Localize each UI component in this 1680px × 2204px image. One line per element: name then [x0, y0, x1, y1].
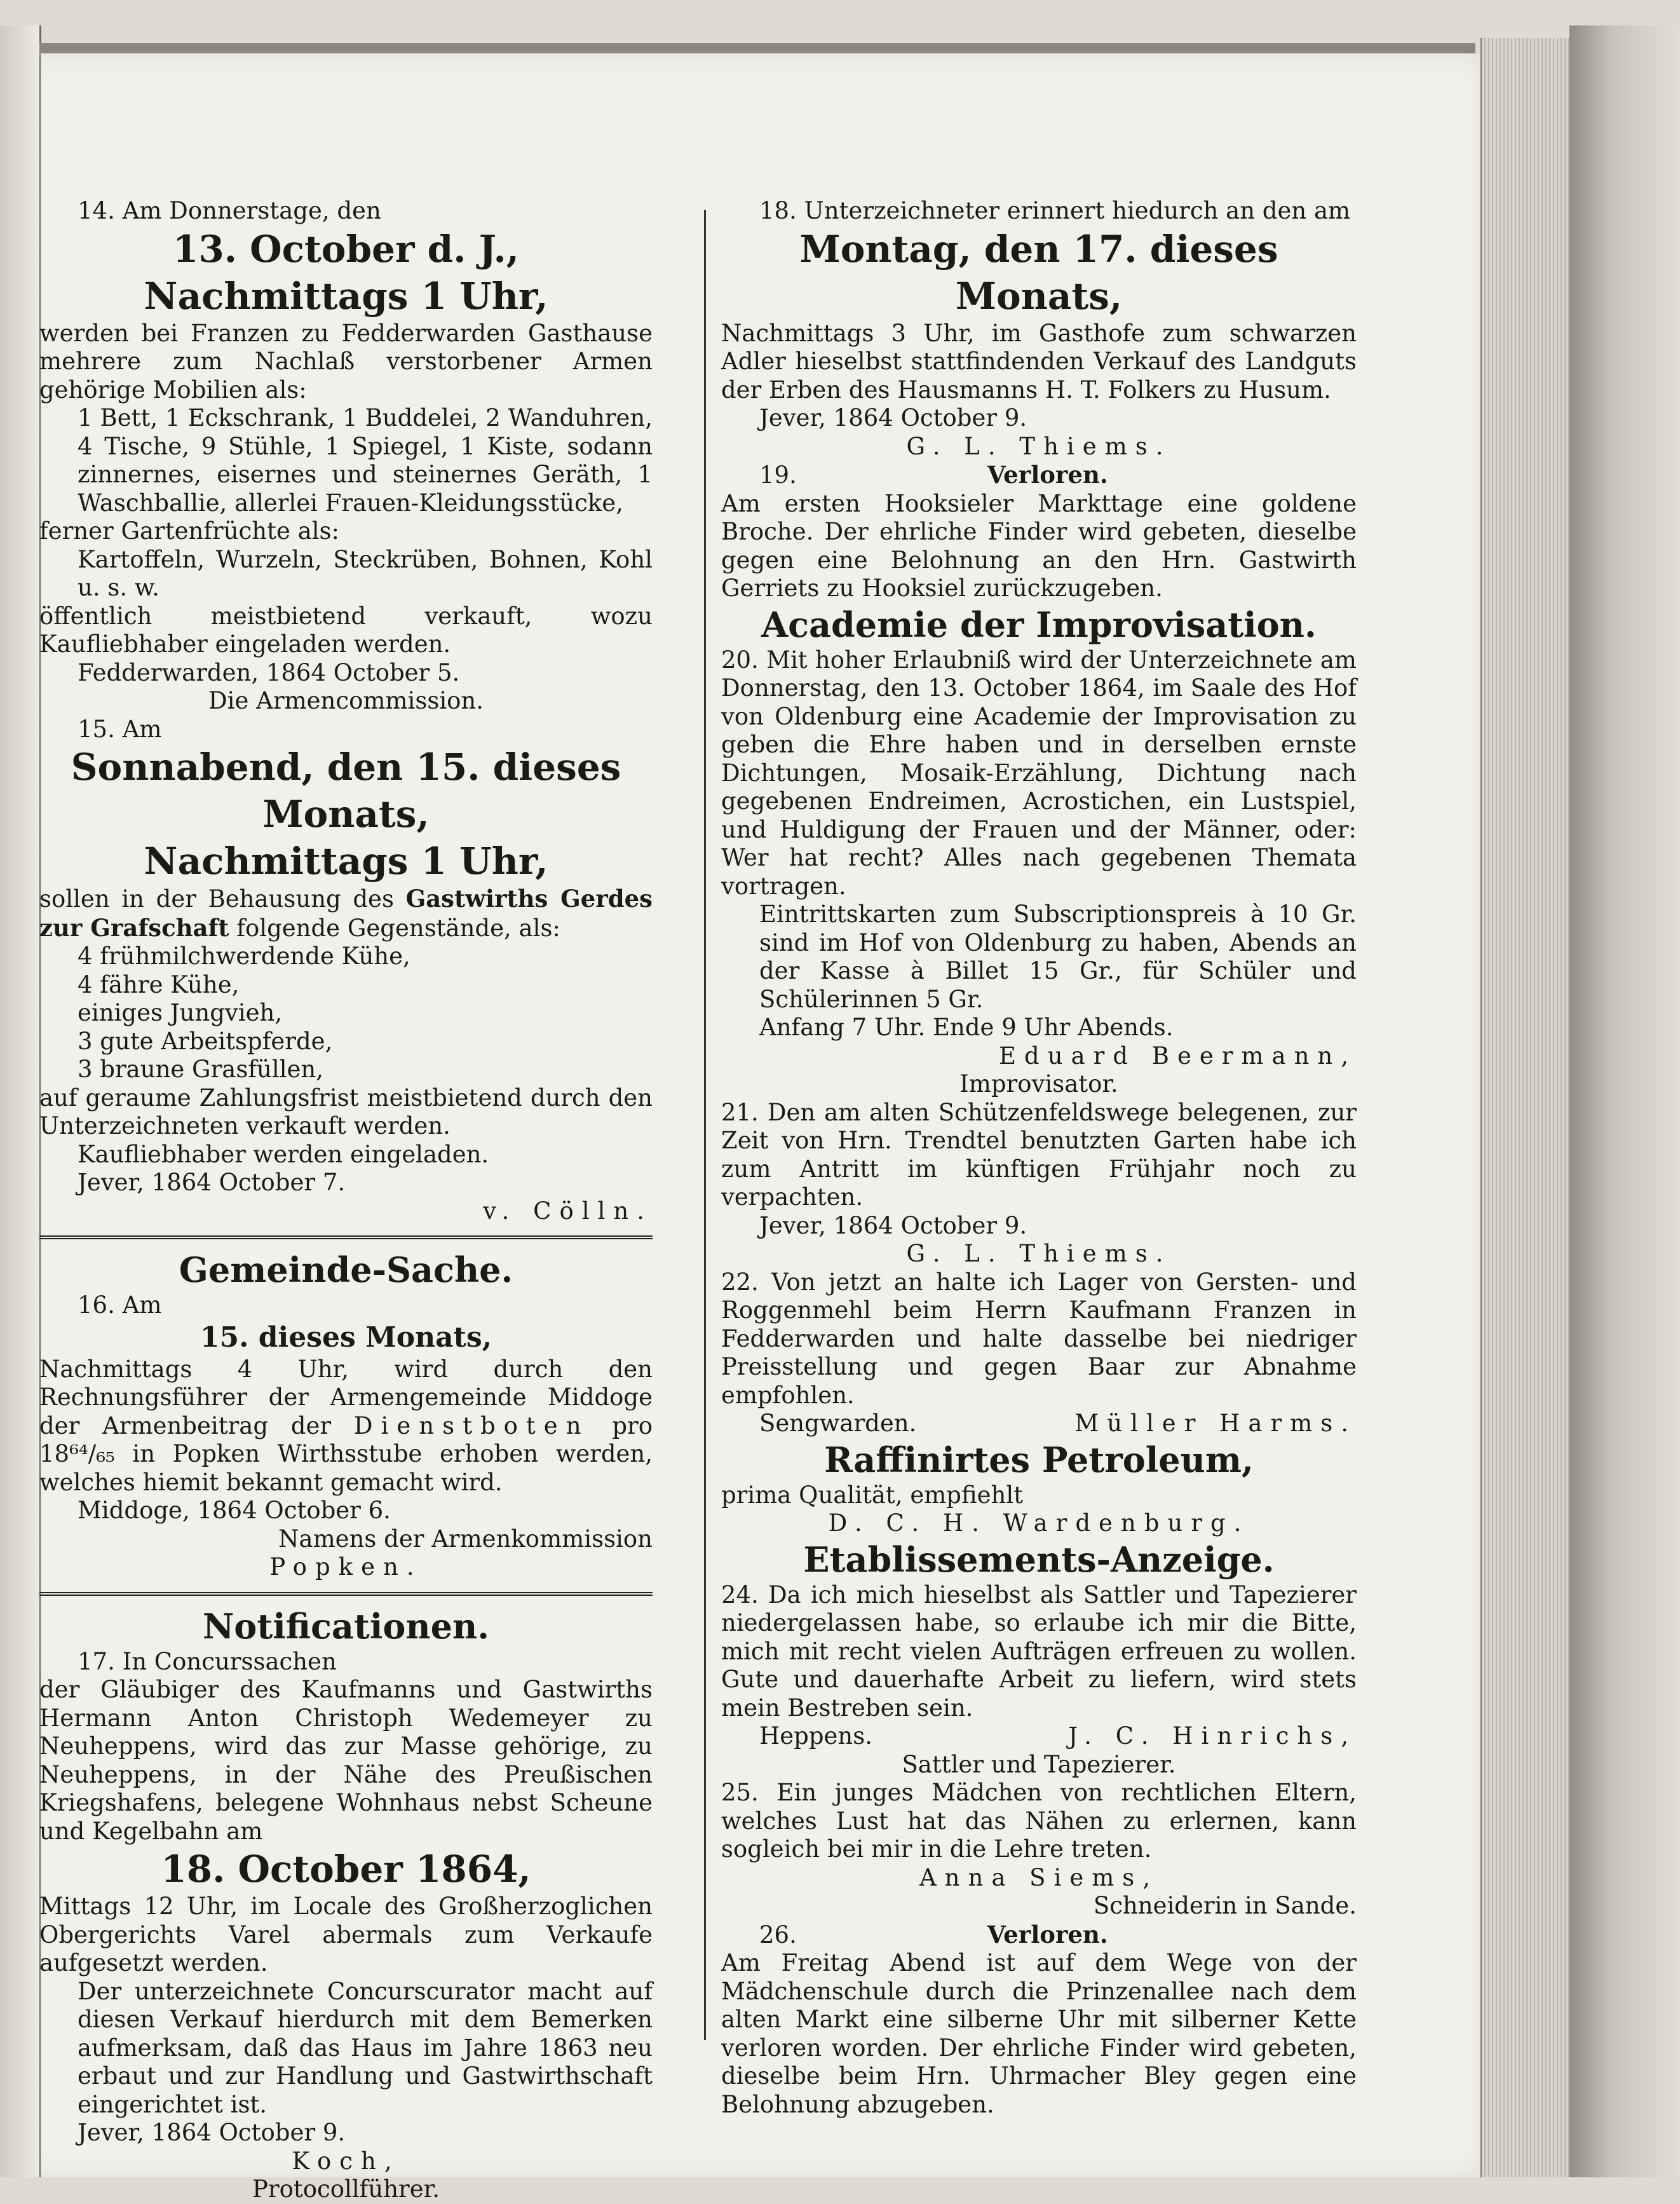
- notice-17-date: 18. October 1864,: [161, 1847, 531, 1891]
- notice-22-body: 22. Von jetzt an halte ich Lager von Gersten- und Roggenmehl beim Herrn Kaufmann Franzen in Fedderwarden und halte dasselbe bei niedriger Preisstellung und gegen Baar zur Abnahme empfohlen.: [721, 1268, 1357, 1409]
- left-column: [39, 197, 653, 2204]
- notice-18-signature: G. L. Thiems.: [906, 432, 1172, 460]
- notice-17-body-3: Der unterzeichnete Concurscurator macht auf diesen Verkauf hierdurch mit dem Bemerken aufmerksam, daß das Haus im Jahre 1863 neu erbaut und zur Handlung und Gastwirthschaft eingerichtet ist.: [78, 1977, 653, 2118]
- notice-17-place-date: Jever, 1864 October 9.: [78, 2119, 346, 2146]
- notice-22: [721, 1269, 1357, 1438]
- notice-16-body-a: Nachmittags 4 Uhr, wird durch den Rechnungsführer der Armengemeinde Middoge der Armenbeitrag der: [39, 1355, 653, 1439]
- notice-15-item: einiges Jungvieh,: [78, 999, 283, 1026]
- notice-17-intro: 17. In Concurssachen: [78, 1647, 337, 1675]
- notice-17-body-2: Mittags 12 Uhr, im Locale des Großherzoglichen Obergerichts Varel abermals zum Verkaufe aufgesetzt werden.: [39, 1893, 653, 1976]
- notice-24-place: Heppens.: [759, 1722, 873, 1750]
- notice-18-body: Nachmittags 3 Uhr, im Gasthofe zum schwarzen Adler hieselbst stattfindenden Verkauf des Landguts der Erben des Hausmanns H. T. Folkers zu Husum.: [721, 319, 1357, 404]
- notice-15-end: auf geraume Zahlungsfrist meistbietend durch den Unterzeichneten verkauft werden.: [39, 1084, 653, 1139]
- notice-14-body: werden bei Franzen zu Fedderwarden Gasthause mehrere zum Nachlaß verstorbener Armen gehörige Mobilien als:: [39, 319, 653, 404]
- section-rule: [39, 1592, 653, 1596]
- notice-21-signature: G. L. Thiems.: [906, 1240, 1172, 1267]
- notice-26-body: Am Freitag Abend ist auf dem Wege von der Mädchenschule durch die Prinzenallee nach dem alten Markt eine silberne Uhr mit silberner Kette verloren worden. Der ehrliche Finder wird gebeten, dieselbe beim Hrn. Uhrmacher Bley gegen eine Belohnung abzugeben.: [721, 1949, 1357, 2118]
- notice-15-time: Nachmittags 1 Uhr,: [144, 840, 548, 883]
- notice-16-body: [39, 1356, 653, 1497]
- notice-17-body: der Gläubiger des Kaufmanns und Gastwirths Hermann Anton Christoph Wedemeyer zu Neuheppens, wird das zur Masse gehörige, zu Neuheppens, in der Nähe des Preußischen Kriegshafens, belegene Wohnhaus nebst Scheune und Kegelbahn am: [39, 1676, 653, 1845]
- section-rule: [39, 1235, 653, 1239]
- notice-25-signature: Anna Siems,: [919, 1863, 1159, 1891]
- notice-15-body-a: sollen in der Behausung des: [39, 885, 406, 913]
- notice-15-signature: v. Cölln.: [483, 1197, 653, 1225]
- notice-15-body: [39, 885, 653, 942]
- notice-19-title-line: [721, 461, 1357, 490]
- notice-26-title-line: [721, 1921, 1357, 1950]
- notice-22-footer: [721, 1410, 1357, 1438]
- notice-15-item: 3 braune Grasfüllen,: [78, 1056, 324, 1083]
- book-binding: [1569, 25, 1680, 2177]
- notice-19-title: Verloren.: [987, 461, 1108, 489]
- notice-20-signature: Eduard Beermann,: [999, 1042, 1357, 1070]
- notice-18: [721, 197, 1357, 461]
- notice-15-item: 4 frühmilchwerdende Kühe,: [78, 942, 410, 970]
- notice-14-intro: 14. Am Donnerstage, den: [78, 197, 381, 224]
- notificationen: [39, 1605, 653, 2204]
- page-stack-edge: [1480, 38, 1571, 2177]
- notice-17-signature-title: Protocollführer.: [252, 2175, 440, 2203]
- notice-19: [721, 461, 1357, 603]
- notice-14-items: 1 Bett, 1 Eckschrank, 1 Buddelei, 2 Wanduhren, 4 Tische, 9 Stühle, 1 Spiegel, 1 Kiste, sodann zinnernes, eisernes und steinernes Geräth, 1 Waschballie, allerlei Frauen-Kleidungsstücke,: [78, 404, 653, 517]
- notice-25: [721, 1779, 1357, 1921]
- notice-16-date: 15. dieses Monats,: [200, 1321, 492, 1354]
- notice-20-signature-title: Improvisator.: [959, 1070, 1118, 1098]
- notice-15-innkeeper: Gastwirths Gerdes zur Grafschaft: [39, 885, 653, 942]
- petroleum-heading: Raffinirtes Petroleum,: [824, 1439, 1254, 1480]
- petroleum-signature: D. C. H. Wardenburg.: [828, 1509, 1250, 1537]
- notice-26: [721, 1921, 1357, 2119]
- notice-16-signature: Popken.: [269, 1553, 423, 1581]
- notice-14-date: 13. October d. J.,: [173, 227, 519, 271]
- academie: [721, 603, 1357, 1099]
- etablissements-heading: Etablissements-Anzeige.: [803, 1539, 1275, 1580]
- notice-24-signature: J. C. Hinrichs,: [1068, 1722, 1357, 1750]
- notice-17-signature: Koch,: [292, 2147, 400, 2175]
- notice-19-body: Am ersten Hooksieler Markttage eine goldene Broche. Der ehrliche Finder wird gebeten, dieselbe gegen eine Belohnung an den Hrn. Gastwirth Gerriets zu Hooksiel zurückzugeben.: [721, 489, 1357, 602]
- notice-14-more: ferner Gartenfrüchte als:: [39, 517, 339, 545]
- notice-15-date: Sonnabend, den 15. dieses Monats,: [71, 745, 621, 836]
- petroleum-line: prima Qualität, empfiehlt: [721, 1481, 1024, 1509]
- notice-14-produce: Kartoffeln, Wurzeln, Steckrüben, Bohnen, Kohl u. s. w.: [78, 545, 653, 601]
- notice-25-body: 25. Ein junges Mädchen von rechtlichen Eltern, welches Lust hat das Nähen zu erlernen, kann sogleich bei mir in die Lehre treten.: [721, 1779, 1357, 1863]
- notice-16-signature-line: Namens der Armenkommission: [278, 1525, 653, 1553]
- notice-21-place-date: Jever, 1864 October 9.: [759, 1211, 1027, 1239]
- notificationen-heading: Notificationen.: [202, 1605, 490, 1647]
- notice-16-body-c: pro 18⁶⁴/₆₅ in Popken Wirthsstube erhoben werden, welches hiemit bekannt gemacht wird.: [39, 1412, 653, 1496]
- notice-26-title: Verloren.: [987, 1920, 1108, 1949]
- notice-16-intro: 16. Am: [78, 1291, 162, 1319]
- notice-26-number: 26.: [759, 1921, 797, 1949]
- notice-24-footer: [721, 1722, 1357, 1751]
- column-divider: [704, 210, 706, 2040]
- notice-15-body-c: folgende Gegenstände, als:: [229, 914, 560, 942]
- petroleum: [721, 1438, 1357, 1538]
- academie-heading: Academie der Improvisation.: [761, 604, 1317, 645]
- notice-21: [721, 1099, 1357, 1269]
- notice-18-intro: 18. Unterzeichneter erinnert hiedurch an den am: [759, 197, 1351, 224]
- notice-24-body: 24. Da ich mich hieselbst als Sattler und Tapezierer niedergelassen habe, so erlaube ich mir die Bitte, mich mit recht vielen Aufträgen erfreuen zu wollen. Gute und dauerhafte Arbeit zu liefern, wird stets mein Bestreben sein.: [721, 1581, 1357, 1722]
- adjacent-page-edge: [0, 25, 41, 2177]
- notice-20-tickets: Eintrittskarten zum Subscriptionspreis à 10 Gr. sind im Hof von Oldenburg zu haben, Abends an der Kasse à Billet 15 Gr., für Schüler und Schülerinnen 5 Gr.: [759, 901, 1357, 1013]
- right-column: [721, 197, 1357, 2119]
- notice-14: [39, 197, 653, 716]
- notice-18-date: Montag, den 17. dieses Monats,: [799, 227, 1278, 318]
- notice-22-place: Sengwarden.: [759, 1410, 917, 1437]
- notice-20-time: Anfang 7 Uhr. Ende 9 Uhr Abends.: [759, 1014, 1174, 1041]
- notice-19-number: 19.: [759, 461, 797, 489]
- notice-14-place-date: Fedderwarden, 1864 October 5.: [78, 658, 460, 686]
- notice-16-place-date: Middoge, 1864 October 6.: [78, 1497, 391, 1524]
- notice-15-item: 4 fähre Kühe,: [78, 970, 240, 998]
- notice-24-signature-title: Sattler und Tapezierer.: [902, 1750, 1176, 1778]
- notice-15: [39, 716, 653, 1226]
- notice-21-body: 21. Den am alten Schützenfeldswege belegenen, zur Zeit von Hrn. Trendtel benutzten Garten habe ich zum Antritt im künftigen Frühjahr noch zu verpachten.: [721, 1098, 1357, 1211]
- gemeinde-sache: [39, 1248, 653, 1582]
- notice-20-body: 20. Mit hoher Erlaubniß wird der Unterzeichnete am Donnerstag, den 13. October 1864, im Saale des Hof von Oldenburg eine Academie der Improvisation zu geben die Ehre haben und in derselben ernste Dichtungen, Mosaik-Erzählung, Dichtung nach gegebenen Endreimen, Acrostichen, ein Lustspiel, und Huldigung der Frauen und der Männer, oder: Wer hat recht? Alles nach gegebenen Themata vortragen.: [721, 646, 1357, 900]
- notice-14-signature: Die Armencommission.: [208, 687, 484, 714]
- notice-15-place-date: Jever, 1864 October 7.: [78, 1169, 346, 1196]
- notice-16-dienstboten: Dienstboten: [353, 1412, 590, 1439]
- notice-14-end: öffentlich meistbietend verkauft, wozu Kaufliebhaber eingeladen werden.: [39, 602, 653, 658]
- notice-15-intro: 15. Am: [78, 715, 162, 743]
- notice-15-item: 3 gute Arbeitspferde,: [78, 1027, 333, 1055]
- etablissements: [721, 1538, 1357, 1779]
- notice-18-place-date: Jever, 1864 October 9.: [759, 404, 1027, 432]
- notice-15-invite: Kaufliebhaber werden eingeladen.: [78, 1140, 489, 1168]
- notice-14-time: Nachmittags 1 Uhr,: [144, 274, 548, 318]
- gemeinde-heading: Gemeinde-Sache.: [179, 1249, 513, 1290]
- notice-22-signature: Müller Harms.: [1074, 1410, 1357, 1437]
- notice-25-signature-title: Schneiderin in Sande.: [1093, 1892, 1357, 1919]
